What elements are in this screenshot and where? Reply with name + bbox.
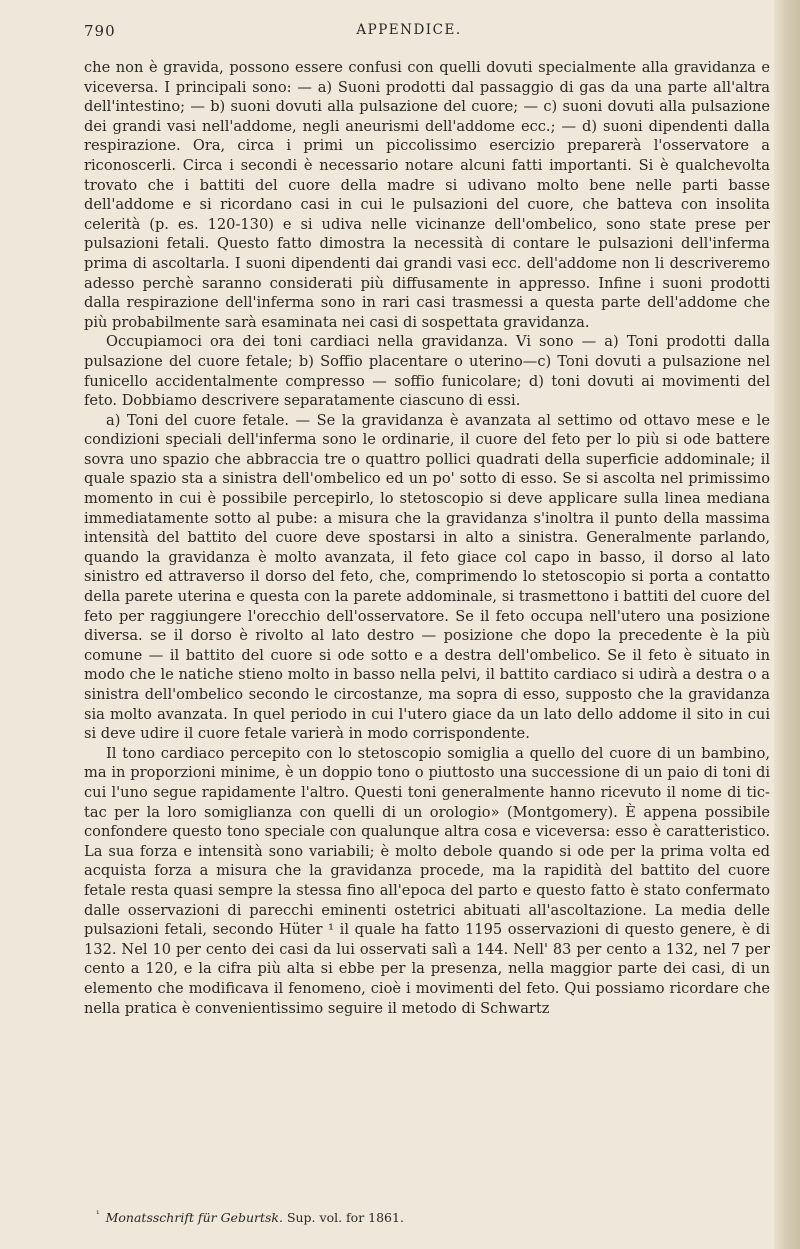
paragraph: Occupiamoci ora dei toni cardiaci nella gravidanza. Vi sono — a) Toni prodotti dalla pulsazione del cuore fetale; b) Soffio placentare o uterino—c) Toni dovuti a pulsazione nel funicello accidentalmente compresso — soffio funicolare; d) toni dovuti ai movimenti del feto. Dobbiamo descrivere separatamente ciascuno di essi. bbox=[84, 333, 770, 410]
footnote-mark: ¹ bbox=[96, 1210, 100, 1220]
paragraph: a) Toni del cuore fetale. — Se la gravidanza è avanzata al settimo od ottavo mese e le condizioni speciali dell'inferma sono le ordinarie, il cuore del feto per lo più si ode battere sovra uno spazio che abbraccia tre o quattro pollici quadrati della superficie addominale; il quale spazio sta a sinistra dell'ombelico ed un po' sotto di esso. Se si ascolta nel primissimo momento in cui è possibile percepirlo, lo stetoscopio si deve applicare sulla linea mediana immediatamente sotto al pube: a misura che la gravidanza s'inoltra il punto della massima intensità del battito del cuore deve spostarsi in alto a sinistra. Generalmente parlando, quando la gravidanza è molto avanzata, il feto giace col capo in basso, il dorso al lato sinistro ed attraverso il dorso del feto, che, comprimendo lo stetoscopio si porta a contatto della parete uterina e questa con la parete addominale, si trasmettono i battiti del cuore del feto per raggiungere l'orecchio dell'osservatore. Se il feto occupa nell'utero una posizione diversa. se il dorso è rivolto al lato destro — posizione che dopo la precedente è la più comune — il battito del cuore si ode sotto e a destra dell'ombelico. Se il feto è situato in modo che le natiche stieno molto in basso nella pelvi, il battito cardiaco si udirà a destra o a sinistra dell'ombelico secondo le circostanze, ma sopra di esso, supposto che la gravidanza sia molto avanzata. In quel periodo in cui l'utero giace da un lato dello addome il sito in cui si deve udire il cuore fetale varierà in modo corrispondente. bbox=[84, 411, 770, 743]
page-number: 790 bbox=[84, 22, 116, 40]
running-title: APPENDICE. bbox=[356, 22, 462, 38]
paragraph: Il tono cardiaco percepito con lo stetoscopio somiglia a quello del cuore di un bambino, ma in proporzioni minime, è un doppio tono o piuttosto una successione di un paio di toni di cui l'uno segue rapidamente l'altro. Questi toni generalmente hanno ricevuto il nome di tic-tac per la loro somiglianza con quelli di un orologio» (Montgomery). È appena possibile confondere questo tono speciale con qualunque altra cosa e viceversa: esso è caratteristico. La sua forza e intensità sono variabili; è molto debole quando si ode per la prima volta ed acquista forza a misura che la gravidanza procede, ma la rapidità del battito del cuore fetale resta quasi sempre la stessa fino all'epoca del parto e questo fatto è stato confermato dalle osservazioni di parecchi eminenti ostetrici abituati all'ascoltazione. La media delle pulsazioni fetali, secondo Hüter ¹ il quale ha fatto 1195 osservazioni di questo genere, è di 132. Nel 10 per cento dei casi da lui osservati salì a 144. Nell' 83 per cento a 132, nel 7 per cento a 120, e la cifra più alta si ebbe per la presenza, nella maggior parte dei casi, di un elemento che modificava il fenomeno, cioè i movimenti del feto. Qui possiamo ricordare che nella pratica è convenientissimo seguire il metodo di Schwartz bbox=[84, 744, 770, 1017]
footnote bbox=[96, 1207, 756, 1226]
page-header bbox=[84, 22, 734, 44]
body-text bbox=[84, 58, 770, 1018]
footnote-journal-title: Monatsschrift für Geburtsk. bbox=[105, 1210, 283, 1226]
paragraph: che non è gravida, possono essere confusi con quelli dovuti specialmente alla gravidanza e viceversa. I principali sono: — a) Suoni prodotti dal passaggio di gas da una parte all'altra dell'intestino; — b) suoni dovuti alla pulsazione del cuore; — c) suoni dovuti alla pulsazione dei grandi vasi nell'addome, negli aneurismi dell'addome ecc.; — d) suoni dipendenti dalla respirazione. Ora, circa i primi un piccolissimo esercizio preparerà l'osservatore a riconoscerli. Circa i secondi è necessario notare alcuni fatti importanti. Si è qualchevolta trovato che i battiti del cuore della madre si udivano molto bene nelle parti basse dell'addome e si ricordano casi in cui le pulsazioni del cuore, che batteva con insolita celerità (p. es. 120-130) e si udiva nelle vicinanze dell'ombelico, sono state prese per pulsazioni fetali. Questo fatto dimostra la necessità di contare le pulsazioni dell'inferma prima di ascoltarla. I suoni dipendenti dai grandi vasi ecc. dell'addome non li descriveremo adesso perchè saranno considerati più diffusamente in appresso. Infine i suoni prodotti dalla respirazione dell'inferma sono in rari casi trasmessi a questa parte dell'addome che più probabilmente sarà esaminata nei casi di sospettata gravidanza. bbox=[84, 59, 770, 331]
page-edge-shadow bbox=[774, 0, 800, 1249]
footnote-text: Sup. vol. for 1861. bbox=[282, 1210, 404, 1226]
